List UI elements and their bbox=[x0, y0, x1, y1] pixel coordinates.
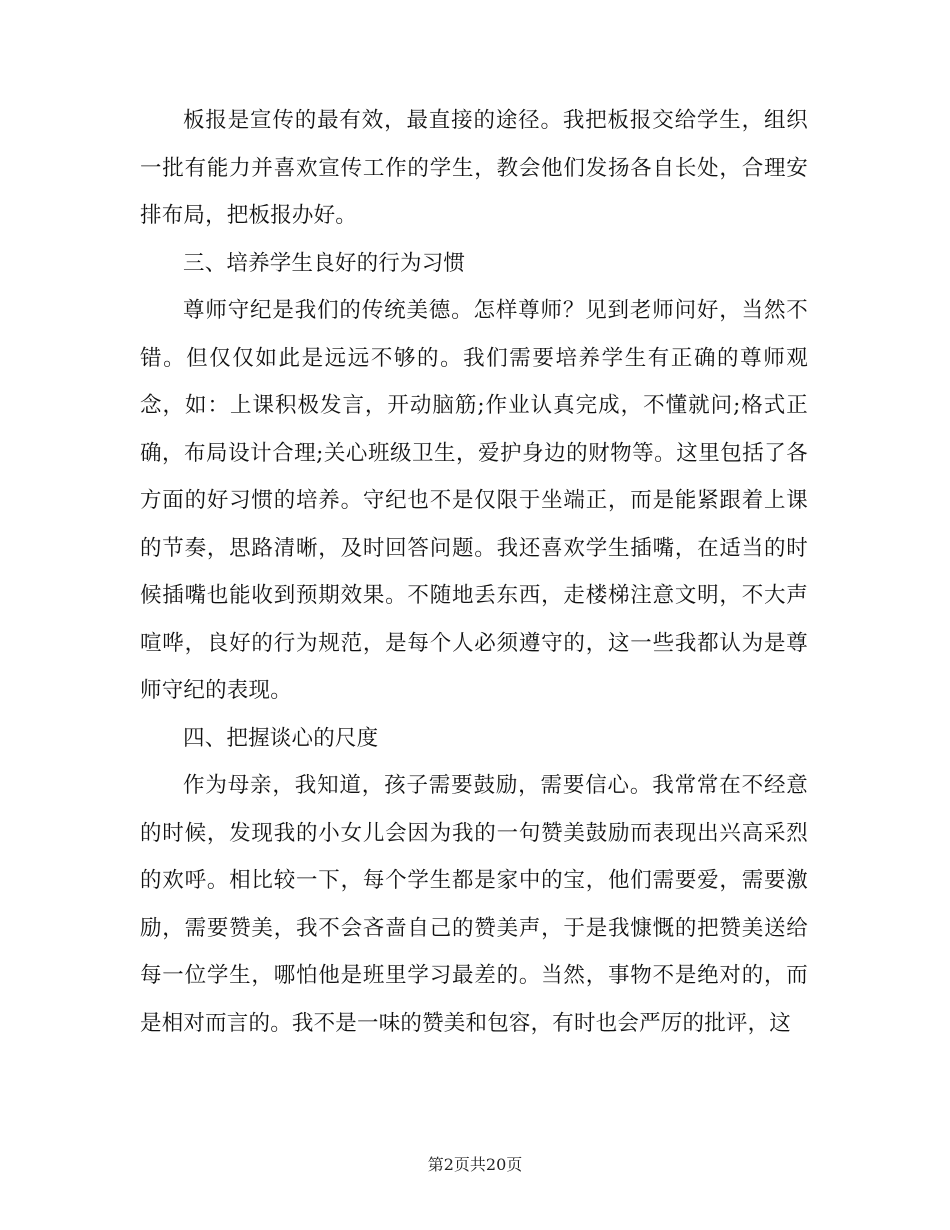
page-number: 第2页共20页 bbox=[427, 1155, 523, 1174]
document-body bbox=[140, 97, 808, 1047]
paragraph-heart-talk: 作为母亲，我知道，孩子需要鼓励，需要信心。我常常在不经意的时候，发现我的小女儿会因为我的一句赞美鼓励而表现出兴高采烈的欢呼。相比较一下，每个学生都是家中的宝，他们需要爱，需要激励，需要赞美，我不会吝啬自己的赞美声，于是我慷慨的把赞美送给每一位学生，哪怕他是班里学习最差的。当然，事物不是绝对的，而是相对而言的。我不是一味的赞美和包容，有时也会严厉的批评，这 bbox=[140, 773, 808, 1036]
paragraph-blackboard: 板报是宣传的最有效，最直接的途径。我把板报交给学生，组织一批有能力并喜欢宣传工作的学生，教会他们发扬各自长处，合理安排布局，把板报办好。 bbox=[140, 108, 808, 228]
paragraph-respect-discipline: 尊师守纪是我们的传统美德。怎样尊师？见到老师问好，当然不错。但仅仅如此是远远不够的。我们需要培养学生有正确的尊师观念，如：上课积极发言，开动脑筋;作业认真完成，不懂就问;格式正确，布局设计合理;关心班级卫生，爱护身边的财物等。这里包括了各方面的好习惯的培养。守纪也不是仅限于坐端正，而是能紧跟着上课的节奏，思路清晰，及时回答问题。我还喜欢学生插嘴，在适当的时候插嘴也能收到预期效果。不随地丢东西，走楼梯注意文明，不大声喧哗，良好的行为规范，是每个人必须遵守的，这一些我都认为是尊师守纪的表现。 bbox=[140, 298, 808, 703]
section-heading-3: 三、培养学生良好的行为习惯 bbox=[183, 250, 466, 276]
section-heading-4: 四、把握谈心的尺度 bbox=[183, 725, 379, 751]
